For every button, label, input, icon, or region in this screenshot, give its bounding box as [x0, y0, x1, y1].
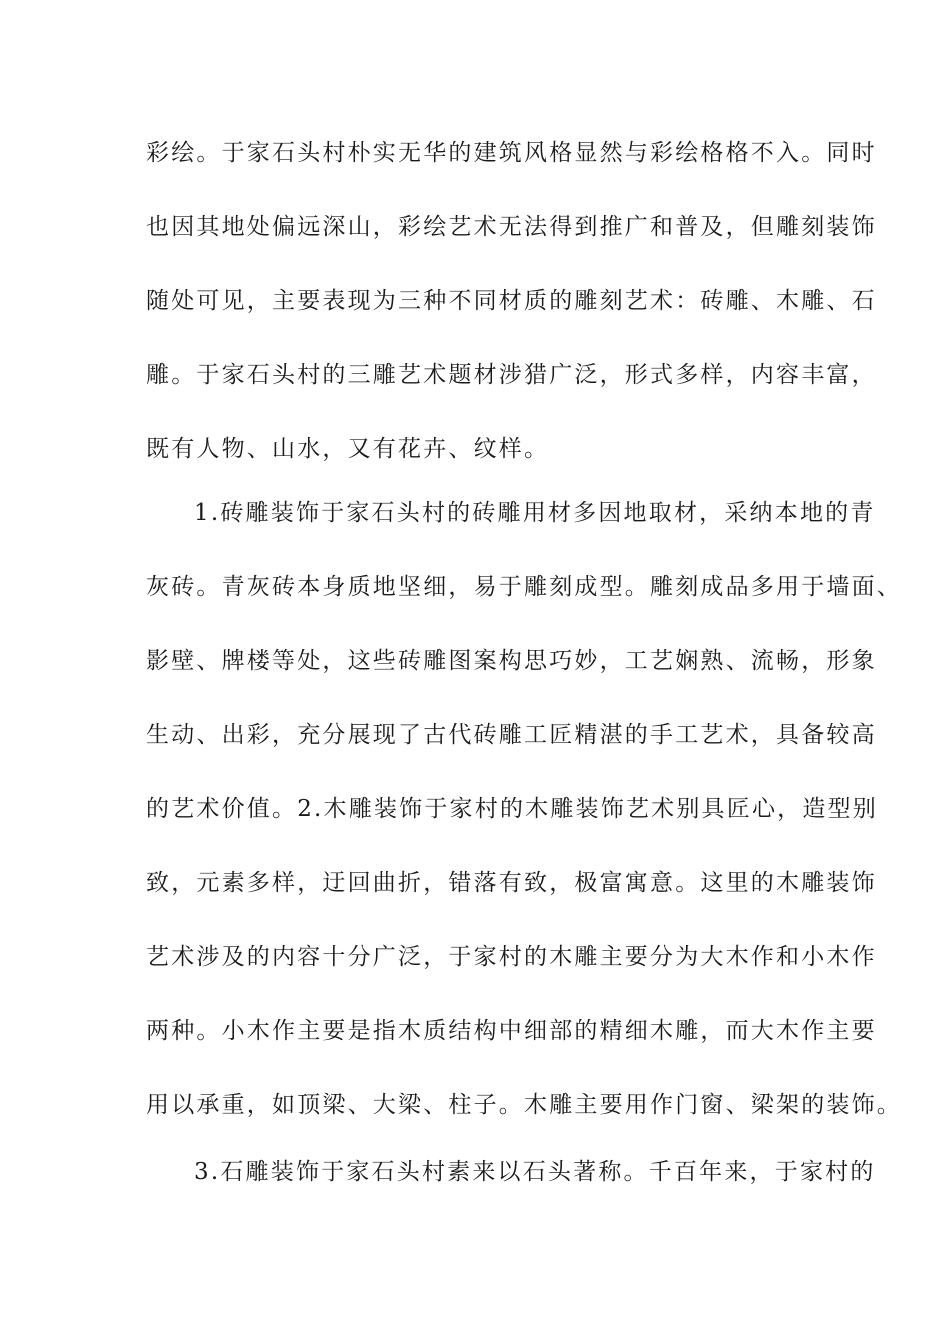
text-line: 雕。于家石头村的三雕艺术题材涉猎广泛，形式多样，内容丰富， [146, 362, 877, 388]
text-line: 既有人物、山水，又有花卉、纹样。 [146, 436, 550, 462]
text-line: 随处可见，主要表现为三种不同材质的雕刻艺术：砖雕、木雕、石 [146, 288, 877, 314]
text-line: 生动、出彩，充分展现了古代砖雕工匠精湛的手工艺术，具备较高 [146, 722, 877, 748]
text-line: 用以承重，如顶梁、大梁、柱子。木雕主要用作门窗、梁架的装饰。 [146, 1092, 902, 1118]
text-line: 的艺术价值。2.木雕装饰于家村的木雕装饰艺术别具匠心，造型别 [146, 796, 878, 822]
text-line: 灰砖。青灰砖本身质地坚细，易于雕刻成型。雕刻成品多用于墙面、 [146, 574, 902, 600]
paragraph-start-line: 3.石雕装饰于家石头村素来以石头著称。千百年来，于家村的 [194, 1159, 876, 1185]
text-line: 影壁、牌楼等处，这些砖雕图案构思巧妙，工艺娴熟、流畅，形象 [146, 648, 877, 674]
text-line: 艺术涉及的内容十分广泛，于家村的木雕主要分为大木作和小木作 [146, 944, 877, 970]
paragraph-start-line: 1.砖雕装饰于家石头村的砖雕用材多因地取材，采纳本地的青 [194, 500, 876, 526]
text-line: 致，元素多样，迂回曲折，错落有致，极富寓意。这里的木雕装饰 [146, 870, 877, 896]
text-line: 两种。小木作主要是指木质结构中细部的精细木雕，而大木作主要 [146, 1018, 877, 1044]
text-line: 彩绘。于家石头村朴实无华的建筑风格显然与彩绘格格不入。同时 [146, 140, 877, 166]
text-line: 也因其地处偏远深山，彩绘艺术无法得到推广和普及，但雕刻装饰 [146, 214, 877, 240]
